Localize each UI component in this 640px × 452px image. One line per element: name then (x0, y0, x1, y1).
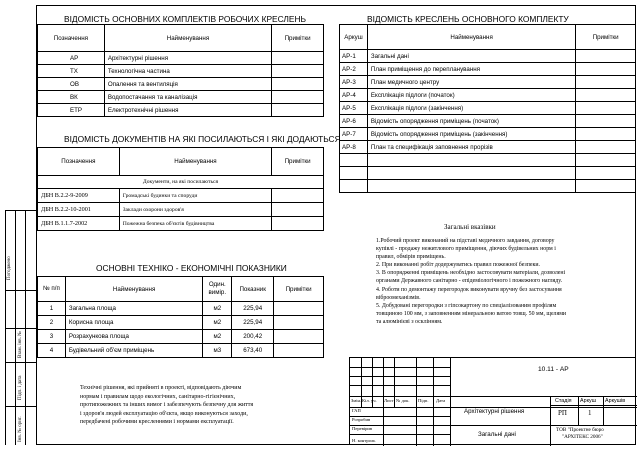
t3-header-name: Найменування (65, 277, 203, 302)
t2-cell: ДБН В.2.2-9-2009 (38, 189, 120, 203)
t3-cell: 1 (38, 302, 66, 316)
notes-title: Загальні вказівки (444, 223, 496, 231)
t3-cell: 673,40 (232, 344, 274, 358)
notes-line: правил, обмірів приміщень. (376, 254, 446, 261)
t2-cell: ДБН В.1.1.7-2002 (38, 217, 120, 231)
technical-statement (80, 384, 320, 427)
statement-line: передбачені робочими кресленнями і нормами експлуатації. (80, 419, 234, 426)
t4-empty-cell (576, 167, 636, 180)
table2-title: ВІДОМІСТЬ ДОКУМЕНТІВ НА ЯКІ ПОСИЛАЮТЬСЯ І ЯКІ ДОДАЮТЬСЯ (64, 134, 341, 144)
t3-cell: м2 (203, 302, 232, 316)
stamp-stage-label: Стадія (555, 398, 572, 404)
t4-cell: Загальні дані (367, 50, 575, 63)
notes-line: купівлі - продажу нежитлового приміщення, діючих будівельних норм і (376, 246, 556, 253)
t4-empty-cell (367, 180, 575, 193)
t3-header-unit: Один. вимір. (203, 277, 232, 302)
t3-cell (274, 344, 324, 358)
indicators-table (37, 276, 324, 358)
notes-line: органами Державного санітарно - епідеміологічного і пожежного нагляду. (376, 278, 563, 285)
t4-cell: План медичного центру (367, 76, 575, 89)
stamp-org-line2: "АРХІТЕКС 2006" (562, 434, 603, 440)
t4-cell: АР-2 (340, 63, 368, 76)
t4-cell: АР-3 (340, 76, 368, 89)
t1-header-notes: Примітки (272, 25, 324, 52)
t1-header-designation: Позначення (38, 25, 105, 52)
sign-date-label: Підп. і дата (18, 375, 23, 400)
t4-cell (576, 102, 636, 115)
notes-line: 2. При виконанні робіт додержуватись правил пожежної безпеки. (376, 262, 540, 269)
stamp-org-line1: ТОВ "Проектне бюро (556, 427, 604, 433)
stamp-sheet-value: 1 (588, 409, 592, 417)
t4-empty-cell (367, 154, 575, 167)
t4-empty-cell (576, 180, 636, 193)
t4-cell (576, 141, 636, 154)
t4-header-notes: Примітки (576, 25, 636, 50)
t4-cell: АР-6 (340, 115, 368, 128)
table3-title: ОСНОВНІ ТЕХНІКО - ЕКОНОМІЧНІ ПОКАЗНИКИ (96, 263, 287, 273)
t4-cell: АР-1 (340, 50, 368, 63)
t1-cell: Опалення та вентиляція (104, 78, 271, 91)
t2-header-designation: Позначення (38, 148, 120, 176)
t2-cell: Громадські будинки та споруди (119, 189, 271, 203)
stamp-sheets-label: Аркушів (605, 398, 626, 404)
t4-cell (576, 128, 636, 141)
t3-cell: Загальна площа (65, 302, 203, 316)
t3-header-notes: Примітки (274, 277, 324, 302)
stamp-code: 10.11 - АР (538, 366, 569, 373)
t1-cell: ОВ (38, 78, 105, 91)
t3-cell: м2 (203, 330, 232, 344)
statement-line: і здоров'я людей експлуатацію об'єкта, якщо виконуються заходи, (80, 410, 248, 417)
t1-cell (272, 78, 324, 91)
notes-line: 5. Добудовані перегородки з гіпсокартону по спеціалізованим профілям (376, 302, 557, 309)
t2-header-notes: Примітки (272, 148, 324, 176)
t4-header-name: Найменування (367, 25, 575, 50)
t4-cell: Експлікація підлоги (закінчення) (367, 102, 575, 115)
stamp-col-label: № док. (396, 398, 410, 403)
t2-cell (272, 203, 324, 217)
stamp-col-label: Змін. (351, 398, 362, 403)
t3-cell: 225,94 (232, 302, 274, 316)
t4-cell: Відомість опорядження приміщень (початок) (367, 115, 575, 128)
inv-dup-label: Взам. інв. № (18, 331, 23, 358)
t3-cell: 4 (38, 344, 66, 358)
stamp-role: Перевірив (352, 426, 373, 431)
t4-header-sheet: Аркуш (340, 25, 368, 50)
t3-header-num: № п/п (38, 277, 66, 302)
table4-title: ВІДОМІСТЬ КРЕСЛЕНЬ ОСНОВНОГО КОМПЛЕКТУ (367, 14, 569, 24)
stamp-role: ГАП (352, 408, 361, 413)
notes-line: 4. Роботи по демонтажу перегородок виконувати вручну без застосування (376, 286, 562, 293)
t3-cell (274, 302, 324, 316)
t1-cell: ТХ (38, 65, 105, 78)
stamp-col-label: Лист (384, 398, 394, 403)
inv-orig-label: Інв. № ориг. (18, 416, 23, 442)
drawings-table (339, 24, 636, 193)
t4-empty-cell (340, 167, 368, 180)
t1-cell: Водопостачання та каналізація (104, 91, 271, 104)
t3-cell: 225,94 (232, 316, 274, 330)
t1-cell: ЕТР (38, 104, 105, 117)
t4-empty-cell (340, 154, 368, 167)
t4-cell: Експлікація підлоги (початок) (367, 89, 575, 102)
t3-cell (274, 330, 324, 344)
t4-empty-cell (367, 167, 575, 180)
t4-cell: АР-4 (340, 89, 368, 102)
t4-cell (576, 63, 636, 76)
stamp-col-label: Підп. (418, 398, 429, 403)
notes-line: 3. В опорядженні приміщень необхідно застосовувати матеріали, дозволені (376, 270, 566, 277)
t3-cell: Корисна площа (65, 316, 203, 330)
statement-line: нормам і правилам щодо екологічних, санітарно-гігієнічних, (80, 393, 236, 400)
t2-cell (272, 217, 324, 231)
t4-cell: План приміщення до перепланування (367, 63, 575, 76)
t4-cell (576, 89, 636, 102)
stamp-sheet-title: Загальні дані (478, 431, 516, 438)
t4-cell (576, 115, 636, 128)
stamp-col-label: Кіл. уч. (362, 398, 377, 403)
t3-cell (274, 316, 324, 330)
t1-cell (272, 52, 324, 65)
t1-cell: Електротехнічні рішення (104, 104, 271, 117)
notes-line: 1.Робочий проект виконаний на підставі медичного завдання, договору (376, 238, 555, 244)
t2-cell: Заклади охорони здоров'я (119, 203, 271, 217)
t2-header-name: Найменування (119, 148, 271, 176)
stamp-project: Архітектурні рішення (464, 408, 525, 415)
stamp-role: Розробив (352, 417, 371, 422)
t1-cell (272, 104, 324, 117)
t1-cell: ВК (38, 91, 105, 104)
t4-cell: План та специфікація заповнення прорізів (367, 141, 575, 154)
t4-cell: АР-5 (340, 102, 368, 115)
t1-cell: Архітектурні рішення (104, 52, 271, 65)
t3-cell: 200,42 (232, 330, 274, 344)
statement-line: Технічні рішення, які прийняті в проекті, відповідають діючим (80, 385, 242, 391)
t4-cell: АР-8 (340, 141, 368, 154)
t1-cell: АР (38, 52, 105, 65)
t4-cell: АР-7 (340, 128, 368, 141)
t1-header-name: Найменування (104, 25, 271, 52)
t3-cell: Будівельний об'єм приміщень (65, 344, 203, 358)
side-strip (5, 210, 36, 445)
stamp-sheet-label: Аркуш (580, 398, 597, 404)
t2-section-label: Документи, на які посилаються (38, 176, 324, 189)
general-notes (376, 237, 566, 326)
t3-cell: м3 (203, 344, 232, 358)
table1-title: ВІДОМІСТЬ ОСНОВНИХ КОМПЛЕКТІВ РОБОЧИХ КРЕСЛЕНЬ (64, 14, 307, 24)
statement-line: протипожежних та інших вимог і забезпечують безпечну для життя (80, 402, 254, 409)
notes-line: віброомеханізмів. (376, 294, 421, 301)
t2-cell: Пожежна безпека об'єктів будівництва (119, 217, 271, 231)
stamp-col-label: Дата (436, 398, 446, 403)
main-sets-table (37, 24, 324, 117)
stamp-stage-value: РП (558, 409, 567, 417)
t4-empty-cell (576, 154, 636, 167)
notes-line: та алюмінієві з осклінням. (376, 318, 443, 325)
notes-line: товщиною 100 мм, з заповненням мінеральною ватою товщ. 50 мм, щелями (376, 310, 567, 317)
t3-cell: 2 (38, 316, 66, 330)
t3-cell: 3 (38, 330, 66, 344)
t2-cell: ДБН В.2.2-10-2001 (38, 203, 120, 217)
t1-cell (272, 65, 324, 78)
t4-cell: Відомість опорядження приміщень (закінчення) (367, 128, 575, 141)
t4-cell (576, 76, 636, 89)
t1-cell (272, 91, 324, 104)
t3-header-value: Показник (232, 277, 274, 302)
agreed-label: Погоджено (7, 256, 12, 280)
t4-empty-cell (340, 180, 368, 193)
t2-cell (272, 189, 324, 203)
t1-cell: Технологічна частина (104, 65, 271, 78)
t3-cell: Розрахункова площа (65, 330, 203, 344)
documents-table (37, 147, 324, 231)
t3-cell: м2 (203, 316, 232, 330)
stamp-role: Н. контроль (352, 438, 376, 443)
t4-cell (576, 50, 636, 63)
title-block (349, 357, 636, 445)
